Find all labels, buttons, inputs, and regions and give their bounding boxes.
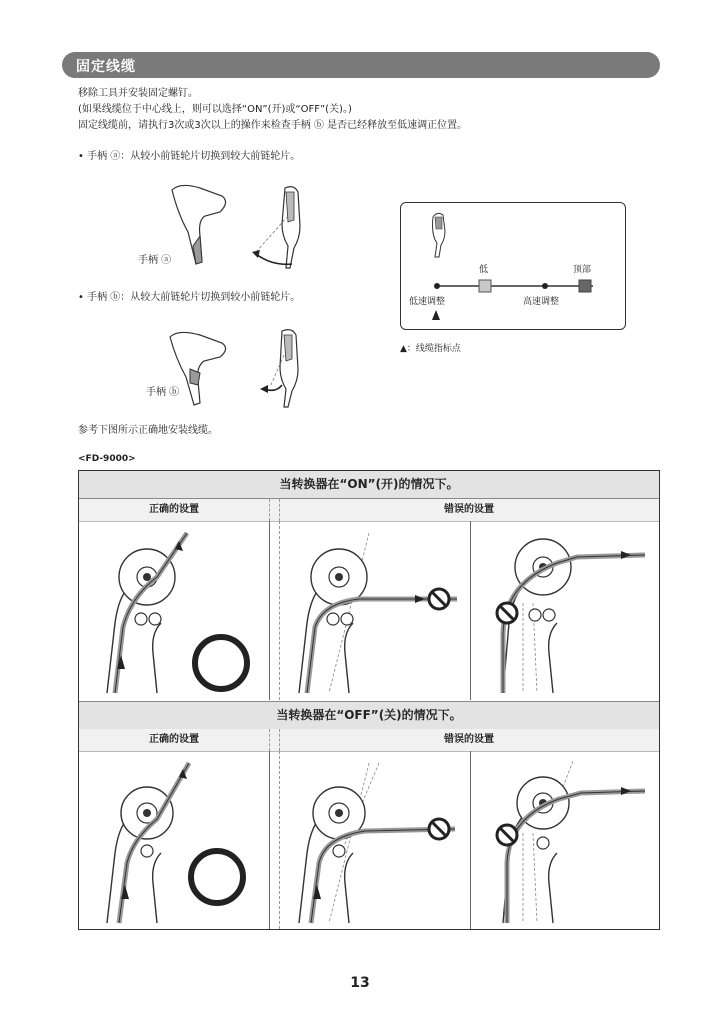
header-divider bbox=[279, 729, 280, 751]
low-label: 低 bbox=[479, 265, 489, 275]
high-adjust-point bbox=[542, 283, 548, 289]
section-title: 固定线缆 bbox=[76, 59, 136, 75]
lever-a-illustration bbox=[160, 180, 310, 270]
column-divider bbox=[279, 751, 280, 929]
lever-b-label: 手柄 ⓑ bbox=[146, 387, 180, 398]
on-section-title: 当转换器在“ON”(开)的情况下。 bbox=[79, 471, 659, 499]
off-section-title: 当转换器在“OFF”(关)的情况下。 bbox=[79, 701, 659, 730]
section-header-bar bbox=[62, 52, 660, 78]
cable-setting-table bbox=[78, 470, 660, 930]
high-adjust-label: 高速调整 bbox=[523, 297, 560, 307]
low-adjust-label: 低速调整 bbox=[409, 297, 446, 307]
on-wrong-header: 错误的设置 bbox=[444, 504, 494, 515]
header-divider bbox=[269, 499, 270, 521]
on-correct-header: 正确的设置 bbox=[149, 504, 199, 515]
on-subheader-row bbox=[79, 499, 659, 522]
on-correct-illustration bbox=[97, 523, 269, 699]
intro-line-2: (如果线缆位于中心线上，则可以选择“ON”(开)或“OFF”(关)。) bbox=[78, 104, 352, 115]
header-divider bbox=[269, 729, 270, 751]
reference-note: 参考下图所示正确地安装线缆。 bbox=[78, 425, 218, 436]
off-wrong-header: 错误的设置 bbox=[444, 734, 494, 745]
off-correct-illustration bbox=[97, 753, 269, 929]
ok-circle-icon bbox=[191, 851, 243, 903]
ok-circle-icon bbox=[195, 637, 247, 689]
cable-indicator-note: ▲：线缆指标点 bbox=[400, 344, 461, 354]
off-subheader-row bbox=[79, 729, 659, 752]
lever-a-label: 手柄 ⓐ bbox=[138, 255, 172, 266]
page-number: 13 bbox=[350, 975, 370, 991]
lever-icon bbox=[429, 211, 453, 261]
lever-b-illustration bbox=[160, 325, 310, 410]
column-divider bbox=[269, 751, 270, 929]
header-divider bbox=[279, 499, 280, 521]
off-correct-header: 正确的设置 bbox=[149, 734, 199, 745]
model-label: <FD-9000> bbox=[78, 454, 136, 464]
top-marker-box bbox=[579, 280, 591, 292]
intro-line-3: 固定线缆前，请执行3次或3次以上的操作来检查手柄 ⓑ 是否已经释放至低速调正位置。 bbox=[78, 120, 468, 131]
lever-a-description: • 手柄 ⓐ：从较小前链轮片切换到较大前链轮片。 bbox=[78, 151, 301, 162]
column-divider bbox=[279, 521, 280, 700]
low-marker-box bbox=[479, 280, 491, 292]
intro-line-1: 移除工具并安装固定螺钉。 bbox=[78, 88, 198, 99]
off-wrong-illustration-1 bbox=[289, 753, 469, 929]
column-divider bbox=[269, 521, 270, 700]
off-wrong-illustration-2 bbox=[477, 753, 657, 929]
lever-b-description: • 手柄 ⓑ：从较大前链轮片切换到较小前链轮片。 bbox=[78, 292, 301, 303]
low-adjust-point bbox=[434, 283, 440, 289]
column-divider bbox=[470, 751, 471, 929]
on-wrong-illustration-1 bbox=[289, 523, 469, 699]
adjustment-diagram-box bbox=[400, 202, 626, 330]
cable-indicator-arrow bbox=[431, 309, 441, 321]
on-wrong-illustration-2 bbox=[477, 523, 657, 699]
top-label: 顶部 bbox=[573, 265, 592, 275]
column-divider bbox=[470, 521, 471, 700]
